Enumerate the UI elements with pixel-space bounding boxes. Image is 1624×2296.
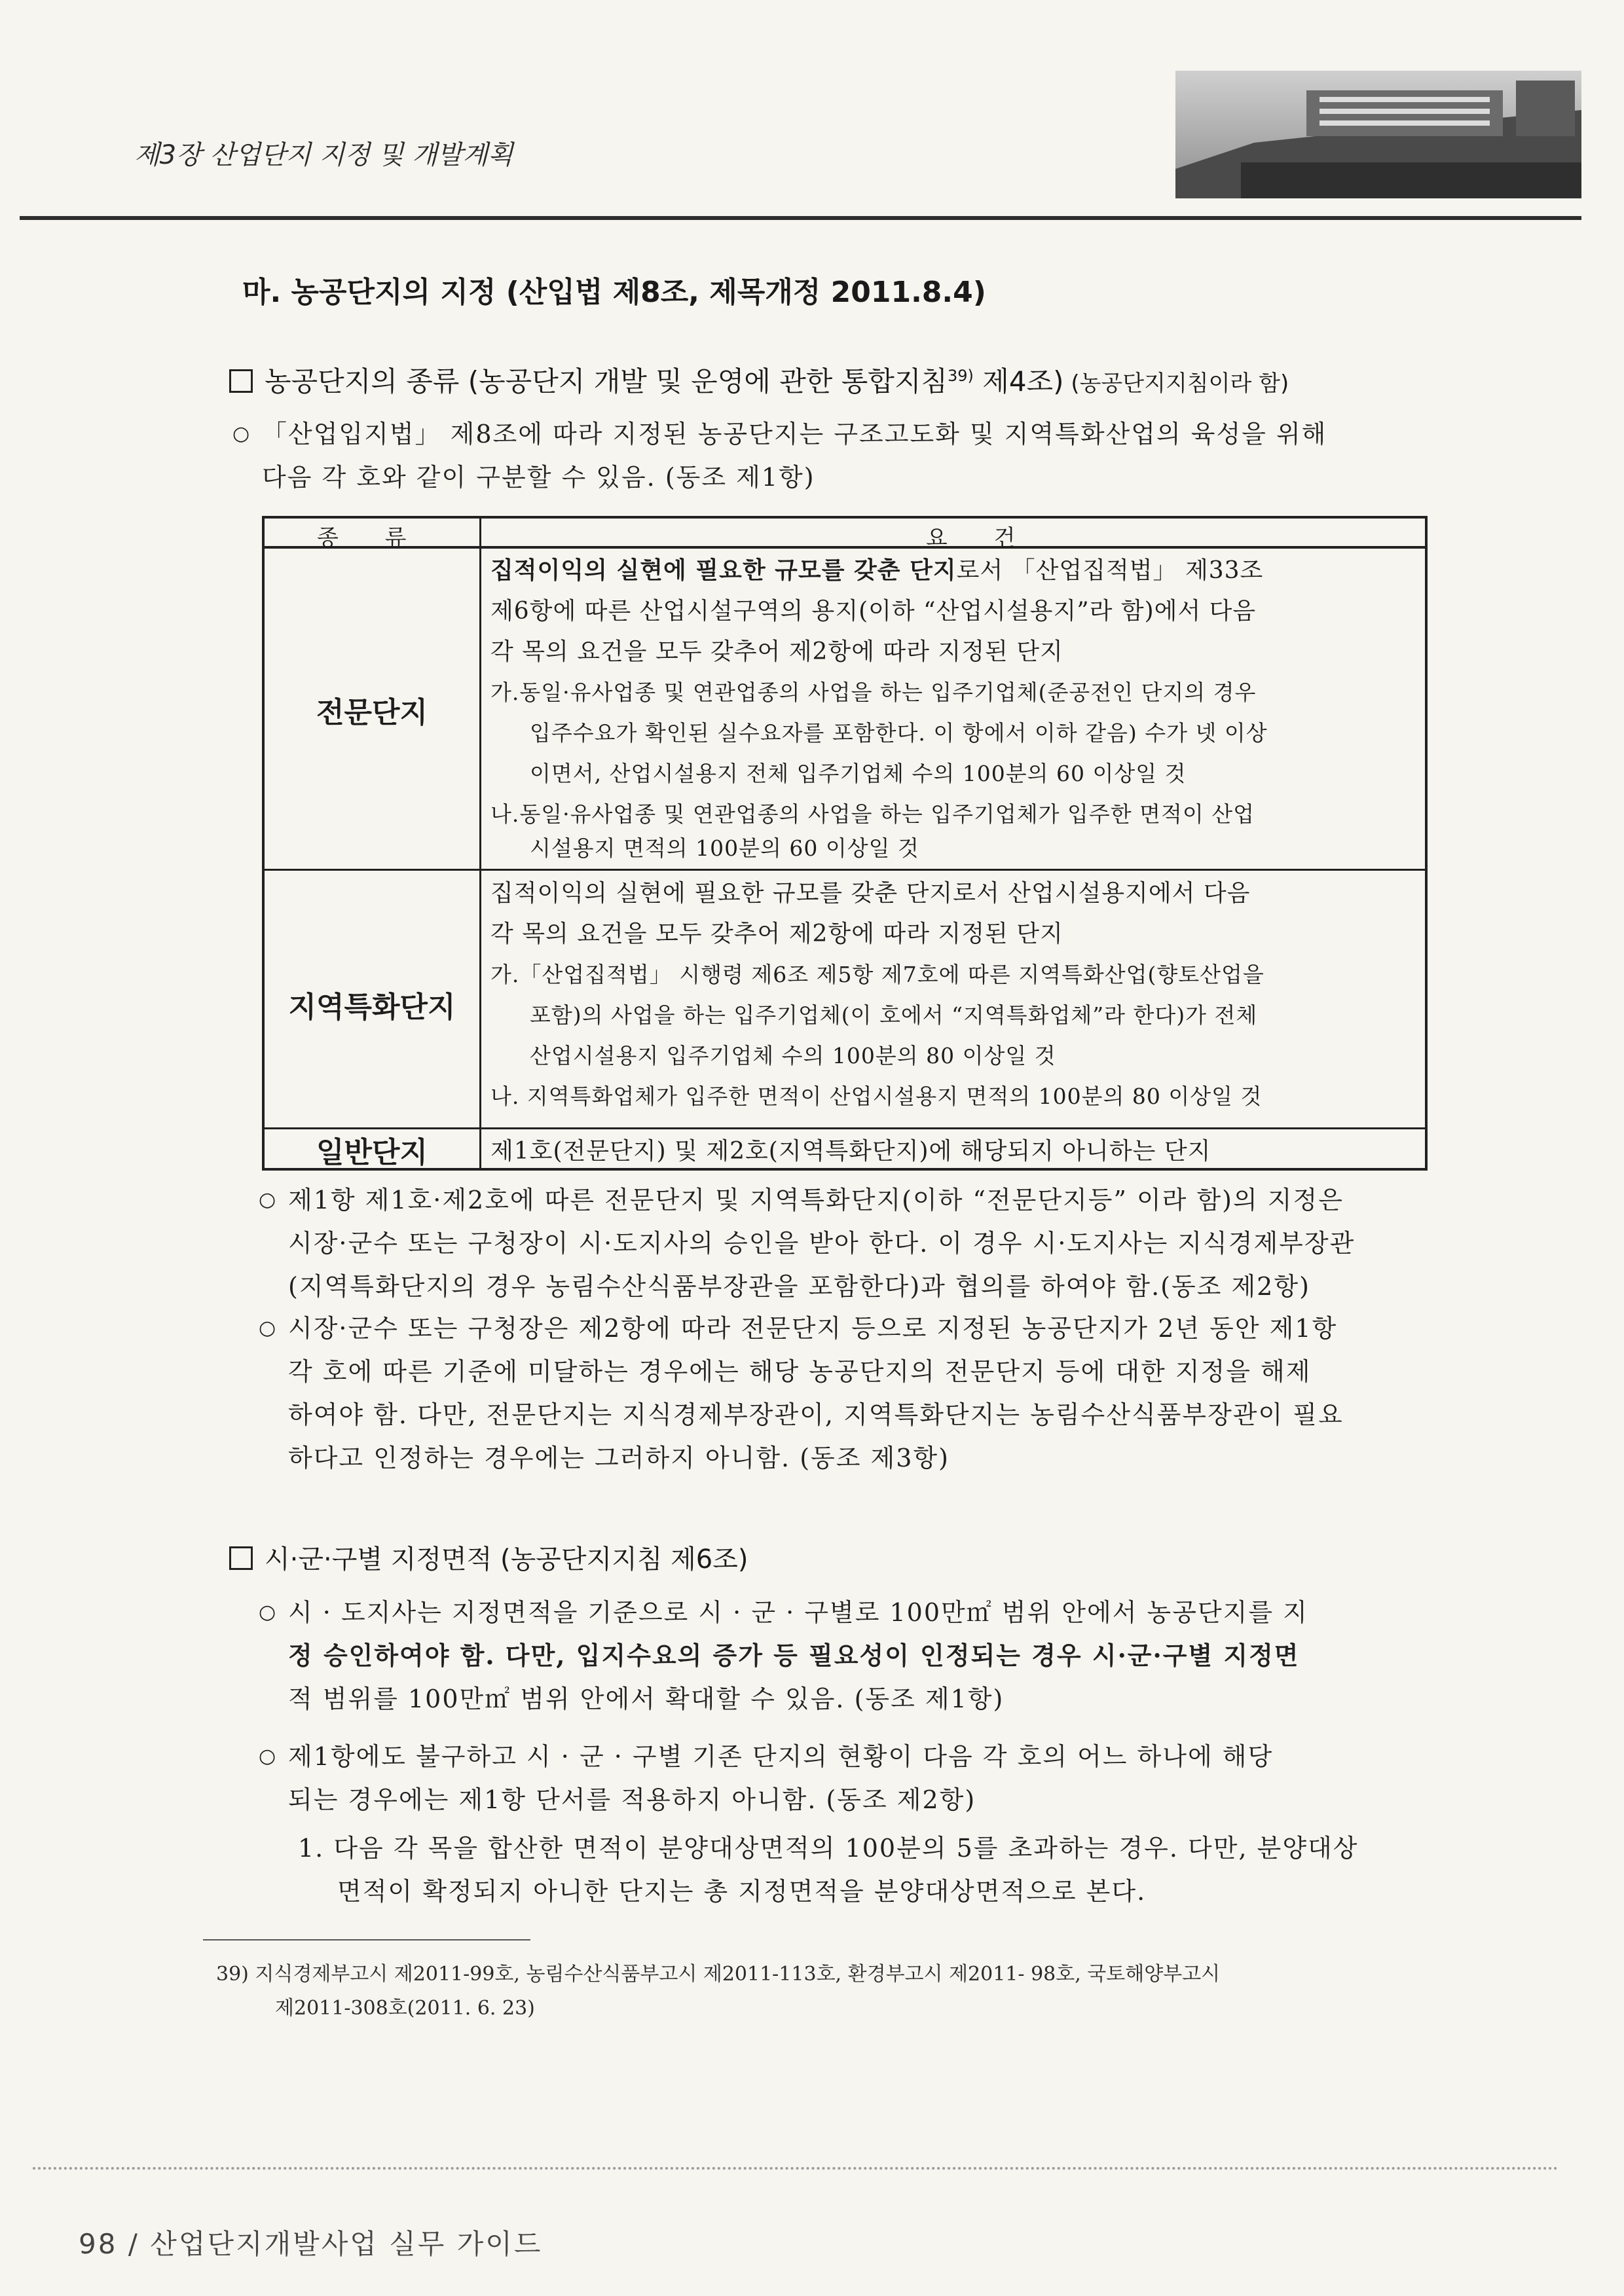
bullet-paragraph xyxy=(259,1178,1441,1308)
section-title: 마. 농공단지의 지정 (산입법 제8조, 제목개정 2011.8.4) xyxy=(242,276,986,309)
para-line: 각 호에 따른 기준에 미달하는 경우에는 해당 농공단지의 전문단지 등에 대한 지정을 해제 xyxy=(288,1357,1312,1386)
heading-designated-area xyxy=(229,1539,748,1576)
footnote-line: 39) 지식경제부고시 제2011-99호, 농림수산식품부고시 제2011-113호, 환경부고시 제2011- 98호, 국토해양부고시 xyxy=(216,1963,1221,1986)
footnote-line: 제2011-308호(2011. 6. 23) xyxy=(275,1997,535,2020)
req-lead: 집적이익의 실현에 필요한 규모를 갖춘 단지 xyxy=(490,556,957,584)
para-line: 제1항에도 불구하고 시 · 군 · 구별 기존 단지의 현황이 다음 각 호의 어느 하나에 해당 xyxy=(288,1742,1274,1771)
intro-line: 「산업입지법」 제8조에 따라 지정된 농공단지는 구조고도화 및 지역특화산업의 육성을 위해 xyxy=(262,420,1327,448)
header-photo xyxy=(1175,71,1581,198)
para-line: 정 승인하여야 함. 다만, 입지수요의 증가 등 필요성이 인정되는 경우 시·군·구별 지정면 xyxy=(288,1641,1300,1670)
para-line: 하다고 인정하는 경우에는 그러하지 아니함. (동조 제3항) xyxy=(288,1444,950,1472)
req-line: 시설용지 면적의 100분의 60 이상일 것 xyxy=(530,835,919,861)
complex-type-table xyxy=(262,516,1428,1171)
req-line: 로서 「산업집적법」 제33조 xyxy=(956,557,1264,584)
req-line: 입주수요가 확인된 실수요자를 포함한다. 이 항에서 이하 같음) 수가 넷 이상 xyxy=(530,720,1268,746)
para-line: 시장·군수 또는 구청장은 제2항에 따라 전문단지 등으로 지정된 농공단지가 2년 동안 제1항 xyxy=(288,1314,1338,1343)
bullet-circle-icon: ○ xyxy=(259,1601,278,1624)
page-footer: 98 / 산업단지개발사업 실무 가이드 xyxy=(79,2228,543,2260)
para-line: 면적이 확정되지 아니한 단지는 총 지정면적을 분양대상면적으로 본다. xyxy=(337,1877,1147,1906)
req-line: 각 목의 요건을 모두 갖추어 제2항에 따라 지정된 단지 xyxy=(490,920,1063,947)
req-line: 산업시설용지 입주기업체 수의 100분의 80 이상일 것 xyxy=(530,1043,1056,1068)
header-rule xyxy=(20,216,1581,220)
req-line: 나.동일·유사업종 및 연관업종의 사업을 하는 입주기업체가 입주한 면적이 산업 xyxy=(490,801,1255,827)
para-line: (지역특화단지의 경우 농림수산식품부장관을 포함한다)과 협의를 하여야 함.(동조 제2항) xyxy=(288,1272,1310,1301)
column-divider xyxy=(479,519,481,1168)
bullet-circle-icon: ○ xyxy=(259,1317,278,1339)
header-requirement: 요 건 xyxy=(926,525,1035,551)
checkbox-square-icon xyxy=(229,1546,253,1570)
para-line: 되는 경우에는 제1항 단서를 적용하지 아니함. (동조 제2항) xyxy=(288,1785,976,1814)
table-row-type: 지역특화단지 xyxy=(288,991,456,1024)
intro-line: 다음 각 호와 같이 구분할 수 있음. (동조 제1항) xyxy=(262,463,815,492)
req-line: 포함)의 사업을 하는 입주기업체(이 호에서 “지역특화업체”라 한다)가 전체 xyxy=(530,1002,1258,1028)
para-line: 시장·군수 또는 구청장이 시·도지사의 승인을 받아 한다. 이 경우 시·도지사는 지식경제부장관 xyxy=(288,1229,1356,1258)
req-line: 가.동일·유사업종 및 연관업종의 사업을 하는 입주기업체(준공전인 단지의 경우 xyxy=(490,680,1257,705)
heading-text: 시·군·구별 지정면적 (농공단지지침 제6조) xyxy=(265,1544,748,1575)
table-row-requirement xyxy=(490,873,1417,1117)
header-type: 종 류 xyxy=(317,525,426,551)
table-row-type: 일반단지 xyxy=(316,1136,428,1169)
table-row-type: 전문단지 xyxy=(316,696,428,729)
numbered-item xyxy=(298,1827,1450,1913)
footer-divider xyxy=(33,2167,1559,2170)
para-line: 시 · 도지사는 지정면적을 기준으로 시 · 군 · 구별로 100만㎡ 범위 안에서 농공단지를 지 xyxy=(288,1598,1308,1627)
para-line: 적 범위를 100만㎡ 범위 안에서 확대할 수 있음. (동조 제1항) xyxy=(288,1685,1005,1713)
bullet-paragraph xyxy=(259,1307,1441,1480)
table-row-requirement xyxy=(490,1131,1417,1172)
table-header-row xyxy=(265,519,1425,549)
checkbox-square-icon xyxy=(229,369,253,393)
footnote-ref: 39) xyxy=(948,367,974,385)
req-line: 제1호(전문단지) 및 제2호(지역특화단지)에 해당되지 아니하는 단지 xyxy=(490,1138,1211,1165)
table-row-requirement xyxy=(490,550,1417,835)
footnote xyxy=(216,1958,1441,2026)
bullet-circle-icon: ○ xyxy=(232,422,251,445)
req-line: 나. 지역특화업체가 입주한 면적이 산업시설용지 면적의 100분의 80 이상일 것 xyxy=(490,1084,1263,1109)
heading-text: 농공단지의 종류 (농공단지 개발 및 운영에 관한 통합지침 xyxy=(265,365,948,397)
para-line: 하여야 함. 다만, 전문단지는 지식경제부장관이, 지역특화단지는 농림수산식품부장관이 필요 xyxy=(288,1400,1344,1429)
req-line: 이면서, 산업시설용지 전체 입주기업체 수의 100분의 60 이상일 것 xyxy=(530,761,1187,786)
req-line: 각 목의 요건을 모두 갖추어 제2항에 따라 지정된 단지 xyxy=(490,638,1063,665)
intro-paragraph xyxy=(232,412,1441,499)
para-line: 제1항 제1호·제2호에 따른 전문단지 및 지역특화단지(이하 “전문단지등” 이라 함)의 지정은 xyxy=(288,1186,1344,1214)
bullet-circle-icon: ○ xyxy=(259,1188,278,1211)
heading-tail: 제4조) xyxy=(973,365,1064,397)
heading-farm-complex-types xyxy=(229,360,1289,399)
bullet-circle-icon: ○ xyxy=(259,1745,278,1768)
para-line: 1. 다음 각 목을 합산한 면적이 분양대상면적의 100분의 5를 초과하는 경우. 다만, 분양대상 xyxy=(298,1834,1359,1863)
heading-note: (농공단지지침이라 함) xyxy=(1063,371,1289,397)
req-line: 제6항에 따른 산업시설구역의 용지(이하 “산업시설용지”라 함)에서 다음 xyxy=(490,598,1257,625)
footnote-rule xyxy=(203,1939,530,1941)
req-line: 집적이익의 실현에 필요한 규모를 갖춘 단지로서 산업시설용지에서 다음 xyxy=(490,880,1251,907)
row-divider xyxy=(265,869,1425,871)
bullet-paragraph xyxy=(259,1591,1441,1721)
bullet-paragraph xyxy=(259,1735,1441,1821)
req-line: 가.「산업집적법」 시행령 제6조 제5항 제7호에 따른 지역특화산업(향토산업을 xyxy=(490,962,1264,987)
chapter-title: 제3장 산업단지 지정 및 개발계획 xyxy=(134,140,513,170)
